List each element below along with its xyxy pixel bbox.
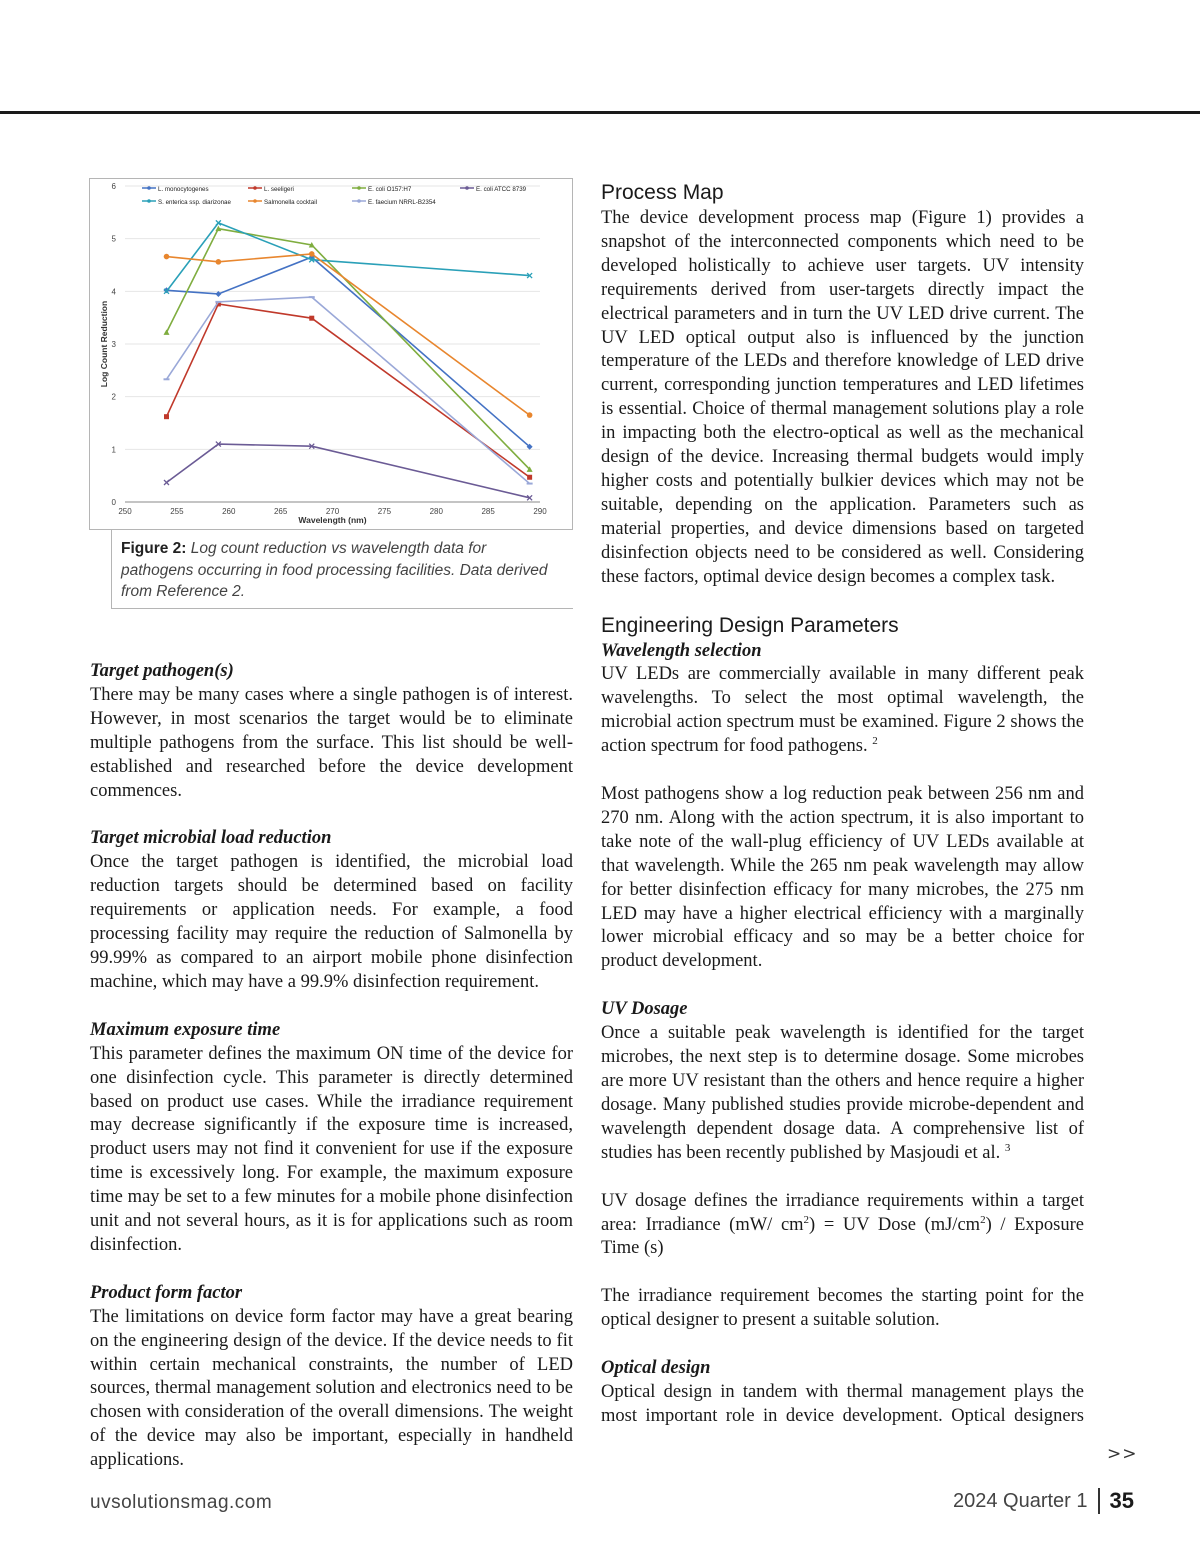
legend-marker xyxy=(147,199,151,203)
form-factor-body: The limitations on device form factor may have a great bearing on the engineering design of the device. If the device needs to fit within certain mechanical constraints, the number of LED sources, thermal management solution and electronics need to be chosen with consideration of the overall dimensions. The weight of the device may also be important, especially in handheld applications. xyxy=(90,1306,573,1471)
uv-dosage-text: Once a suitable peak wavelength is identified for the target microbes, the next step is to determine dosage. Some microbes are more UV resistant than the others and hence require a higher dosage. Many published studies provide microbe-dependent and wavelength dependent dosage data. A comprehensive list of studies has been recently published by Masjoudi et al. xyxy=(601,1023,1084,1163)
target-pathogen-body: There may be many cases where a single pathogen is of interest. However, in most scenarios the target would be to eliminate multiple pathogens from the surface. This list should be well-established and researched before the device development commences. xyxy=(90,684,573,801)
data-point xyxy=(309,251,315,257)
data-point xyxy=(527,412,533,418)
legend-label: S. enterica ssp. diarizonae xyxy=(158,199,231,206)
uv-dosage-body xyxy=(601,1022,1084,1165)
formula-sup-1: 2 xyxy=(803,1213,810,1226)
formula-part-c: ) / Exposure Time (s) xyxy=(601,1214,1084,1259)
legend-label: E. faecium NRRL-B2354 xyxy=(368,199,436,206)
footer-issue xyxy=(953,1488,1134,1514)
x-axis-title: Wavelength (nm) xyxy=(298,515,367,525)
data-point xyxy=(215,291,221,297)
irradiance-formula xyxy=(601,1190,1084,1262)
series-line xyxy=(167,444,530,498)
y-tick-label: 6 xyxy=(111,182,116,191)
legend-label: L. monocytogenes xyxy=(158,186,209,193)
wavelength-selection-body-2: Most pathogens show a log reduction peak between 256 nm and 270 nm. Along with the action spectrum, it is also important to take note of the wall-plug efficiency of UV LEDs available at that wavelength. While the 265 nm peak wavelength may allow for better disinfection efficacy for many microbes, the 275 nm LED may have a higher electrical efficiency with a marginally lower microbial efficacy and so may be a better choice for product development. xyxy=(601,784,1084,972)
exposure-time-heading: Maximum exposure time xyxy=(90,1019,281,1040)
series-line xyxy=(167,229,530,470)
y-axis-title: Log Count Reduction xyxy=(99,300,109,388)
y-tick-label: 1 xyxy=(111,445,116,455)
y-tick-label: 4 xyxy=(111,287,116,297)
engineering-design-heading: Engineering Design Parameters xyxy=(601,613,899,637)
data-point xyxy=(527,475,532,480)
caption-label: Figure 2: xyxy=(121,540,187,557)
figure-2 xyxy=(89,178,573,530)
series-line xyxy=(167,257,530,447)
ref-3: 3 xyxy=(1004,1141,1011,1154)
target-pathogen-heading: Target pathogen(s) xyxy=(90,661,234,681)
legend-label: E. coli O157:H7 xyxy=(368,186,412,193)
ref-2: 2 xyxy=(872,734,878,747)
continued-indicator[interactable]: >> xyxy=(1107,1444,1138,1464)
microbial-load-body: Once the target pathogen is identified, the microbial load reduction targets should be determined based on facility requirements or application needs. For example, a food processing facility may require the reduction of Salmonella by 99.99% as compared to an airport mobile phone disinfection machine, which may have a 99.9% disinfection requirement. xyxy=(90,852,573,992)
footer-separator xyxy=(1098,1488,1100,1514)
x-tick-label: 250 xyxy=(118,507,132,516)
process-map-heading: Process Map xyxy=(601,181,724,204)
x-tick-label: 270 xyxy=(325,507,340,516)
x-tick-label: 260 xyxy=(222,507,236,516)
wavelength-selection-heading: Wavelength selection xyxy=(601,640,762,661)
log-reduction-chart xyxy=(90,179,574,531)
formula-part-a: UV dosage defines the irradiance requirements within a target area: Irradiance (mW/ cm xyxy=(601,1190,1084,1235)
data-point xyxy=(164,480,169,485)
legend-marker xyxy=(465,186,469,190)
figure-caption xyxy=(121,538,561,603)
x-tick-label: 255 xyxy=(170,507,184,516)
legend-marker xyxy=(357,199,361,203)
y-tick-label: 5 xyxy=(111,234,116,244)
legend-marker xyxy=(357,186,361,190)
x-tick-label: 280 xyxy=(429,507,443,516)
x-tick-label: 275 xyxy=(377,507,392,516)
y-tick-label: 3 xyxy=(111,340,116,349)
data-point xyxy=(164,414,169,419)
y-tick-label: 2 xyxy=(111,392,116,402)
optical-design-heading: Optical design xyxy=(601,1358,711,1379)
data-point xyxy=(309,316,314,321)
uv-dosage-heading: UV Dosage xyxy=(601,999,688,1020)
wavelength-selection-body xyxy=(601,663,1084,759)
right-column xyxy=(601,180,1084,1429)
left-column xyxy=(90,660,573,1473)
data-point xyxy=(164,254,170,260)
top-rule xyxy=(0,111,1200,114)
legend-marker xyxy=(253,199,257,203)
x-tick-label: 290 xyxy=(533,507,547,516)
series-line xyxy=(167,297,530,483)
series-line xyxy=(167,254,530,415)
legend-label: E. coli ATCC 8739 xyxy=(476,186,527,193)
irradiance-requirement-body: The irradiance requirement becomes the starting point for the optical designer to present a suitable solution. xyxy=(601,1286,1084,1331)
microbial-load-heading: Target microbial load reduction xyxy=(90,828,332,849)
legend-marker xyxy=(147,186,151,190)
caption-text: Log count reduction vs wavelength data for pathogens occurring in food processing facilities. Data derived from Reference 2. xyxy=(121,540,548,600)
issue-label: 2024 Quarter 1 xyxy=(952,1489,1088,1512)
y-tick-label: 0 xyxy=(111,498,116,507)
legend-label: Salmonella cocktail xyxy=(264,199,317,206)
process-map-body: The device development process map (Figure 1) provides a snapshot of the interconnected components which need to be developed holistically to achieve user targets. UV intensity requirements derived from user-targets directly impact the electrical parameters and in turn the UV LED drive current. The UV LED optical output also is influenced by the junction temperature of the LEDs and therefore knowledge of LED drive current, corresponding junction temperatures and LED lifetimes is essential. Choice of thermal management solutions play a role in impacting both the electro-optical as well as the mechanical design of the device. Increasing thermal budgets would imply higher costs and potentially bulkier devices which may not be suitable, depending on the application. Parameters such as material properties, and device dimensions based on targeted disinfection objects need to be considered as well. Considering these factors, optimal device design becomes a complex task. xyxy=(601,208,1084,587)
optical-design-body: Optical design in tandem with thermal management plays the most important role in device development. Optical designers xyxy=(601,1382,1084,1426)
legend-label: L. seeligeri xyxy=(264,186,294,193)
exposure-time-body: This parameter defines the maximum ON time of the device for one disinfection cycle. This parameter is directly determined based on product use cases. While the irradiance requirement may decrease significantly if the exposure time is increased, product users may not find it convenient for use if the exposure time is excessively long. For example, the maximum exposure time may be set to a few minutes for a mobile phone disinfection unit and not several hours, as it is for applications such as room disinfection. xyxy=(90,1043,573,1255)
formula-sup-2: 2 xyxy=(980,1213,986,1226)
series-line xyxy=(167,304,530,477)
data-point xyxy=(216,259,222,265)
legend-marker xyxy=(253,186,257,190)
page-number: 35 xyxy=(1109,1488,1134,1513)
footer-site[interactable]: uvsolutionsmag.com xyxy=(90,1492,273,1513)
wavelength-selection-text: UV LEDs are commercially available in many different peak wavelengths. To select the most optimal wavelength, the microbial action spectrum must be examined. Figure 2 shows the action spectrum for food pathogens. xyxy=(601,664,1084,757)
x-tick-label: 265 xyxy=(273,507,288,516)
x-tick-label: 285 xyxy=(481,507,495,516)
form-factor-heading: Product form factor xyxy=(90,1282,243,1303)
formula-part-b: ) = UV Dose (mJ/cm xyxy=(809,1214,981,1235)
data-point xyxy=(164,329,170,335)
